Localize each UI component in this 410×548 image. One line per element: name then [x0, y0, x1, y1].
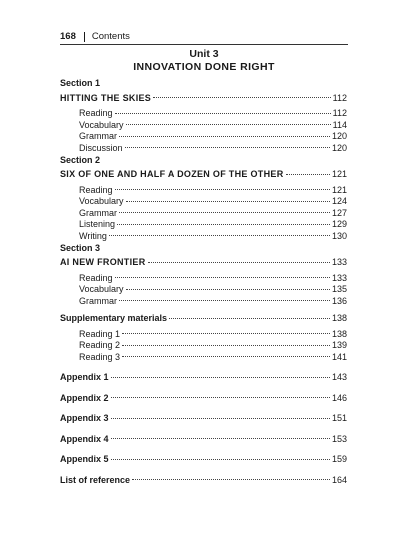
dot-leader [148, 254, 330, 266]
dot-leader [117, 216, 330, 228]
unit-label: Unit 3 [189, 48, 219, 60]
section-label: Section 1 [60, 78, 101, 88]
page-number: 168 [60, 31, 76, 42]
toc-entry-page: 159 [331, 454, 347, 464]
toc-entry-title: Discussion [79, 142, 123, 153]
toc-entry-page: 112 [332, 92, 347, 103]
running-title: Contents [91, 31, 130, 42]
toc-entry-title: Reading [79, 184, 113, 195]
toc-entry-title: Reading 3 [79, 351, 121, 362]
dot-leader [115, 269, 330, 281]
toc-entry-title: Vocabulary [79, 119, 124, 130]
toc-entry-title: Appendix 1 [60, 372, 109, 382]
toc-entry-title: Reading 2 [79, 340, 121, 350]
toc-entry-page: 120 [331, 131, 347, 141]
toc-entry-page: 121 [331, 169, 347, 179]
toc-entry-title: Vocabulary [79, 196, 124, 206]
toc-entry-title: Reading 1 [79, 328, 121, 339]
dot-leader [115, 181, 330, 193]
toc-entry-page: 121 [331, 184, 347, 195]
toc-entry-title: Appendix 5 [60, 454, 109, 464]
dot-leader [119, 204, 330, 216]
toc-section-heading[interactable] [60, 254, 347, 266]
toc-entry-page: 135 [331, 284, 347, 294]
section-label: Section 2 [60, 154, 101, 165]
toc-entry-title: AI NEW FRONTIER [60, 257, 146, 267]
running-head [60, 30, 347, 44]
toc-entry-page: 143 [331, 372, 347, 382]
toc-entry-title: HITTING THE SKIES [60, 92, 152, 103]
dot-leader [111, 430, 330, 442]
toc-entry-page: 138 [331, 313, 347, 323]
dot-leader [111, 410, 330, 422]
dot-leader [119, 292, 330, 304]
toc-entry-page: 141 [331, 351, 347, 362]
toc-entry-page: 114 [332, 119, 347, 130]
dot-leader [122, 348, 330, 360]
toc-entry-title: Writing [79, 230, 107, 241]
unit-title: INNOVATION DONE RIGHT [133, 61, 275, 73]
toc-entry-page: 136 [331, 295, 347, 306]
toc-entry-title: Vocabulary [79, 284, 124, 294]
toc-entry-title: Appendix 2 [60, 392, 109, 403]
header-separator [84, 32, 85, 42]
table-of-contents [60, 78, 347, 483]
toc-entry-page: 127 [331, 207, 347, 218]
toc-entry-page: 120 [331, 142, 347, 153]
dot-leader [119, 128, 330, 140]
toc-entry-title: Grammar [79, 295, 117, 306]
toc-entry-title: Supplementary materials [60, 313, 168, 323]
header-rule [60, 44, 348, 45]
toc-entry-page: 133 [331, 257, 347, 267]
toc-entry-page: 129 [331, 219, 347, 229]
dot-leader [111, 451, 330, 463]
section-label: Section 3 [60, 242, 101, 253]
toc-appendix-1[interactable] [60, 369, 347, 381]
dot-leader [126, 281, 330, 293]
toc-entry-page: 153 [331, 433, 347, 444]
toc-appendix-3[interactable] [60, 410, 347, 422]
toc-section-heading[interactable] [60, 166, 347, 178]
toc-entry-page: 124 [331, 196, 347, 206]
dot-leader [126, 116, 331, 128]
dot-leader [122, 325, 330, 337]
toc-appendix-2[interactable] [60, 389, 347, 401]
dot-leader [126, 193, 330, 205]
toc-appendix-5[interactable] [60, 451, 347, 463]
dot-leader [125, 139, 330, 151]
toc-entry-page: 133 [331, 272, 347, 283]
dot-leader [169, 310, 330, 322]
dot-leader [115, 105, 331, 117]
toc-entry-title: Reading [79, 108, 113, 118]
toc-entry-title: Grammar [79, 131, 117, 141]
toc-section-heading[interactable] [60, 89, 347, 101]
toc-entry-page: 139 [331, 340, 347, 350]
dot-leader [111, 369, 330, 381]
toc-entry-title: SIX OF ONE AND HALF A DOZEN OF THE OTHER [60, 169, 284, 179]
toc-entry[interactable] [60, 269, 347, 281]
toc-entry-page: 151 [331, 413, 347, 423]
dot-leader [132, 471, 330, 483]
toc-entry[interactable] [60, 325, 347, 337]
toc-supplementary-heading[interactable] [60, 310, 347, 322]
dot-leader [153, 89, 331, 101]
dot-leader [109, 227, 330, 239]
toc-entry-title: Listening [79, 219, 116, 229]
toc-entry[interactable] [60, 181, 347, 193]
dot-leader [111, 389, 330, 401]
toc-entry[interactable] [60, 105, 347, 117]
toc-entry-title: Grammar [79, 207, 117, 218]
toc-list-of-reference[interactable] [60, 471, 347, 483]
toc-entry-title: Reading [79, 272, 113, 283]
toc-entry-page: 112 [332, 108, 347, 118]
toc-entry-title: Appendix 4 [60, 433, 109, 444]
toc-entry-title: List of reference [60, 474, 131, 485]
dot-leader [122, 337, 330, 349]
toc-entry-page: 164 [331, 474, 347, 485]
unit-heading [60, 48, 348, 74]
dot-leader [286, 166, 330, 178]
toc-appendix-4[interactable] [60, 430, 347, 442]
toc-entry-page: 146 [331, 392, 347, 403]
toc-entry-title: Appendix 3 [60, 413, 109, 423]
toc-entry-page: 138 [331, 328, 347, 339]
toc-entry-page: 130 [331, 230, 347, 241]
